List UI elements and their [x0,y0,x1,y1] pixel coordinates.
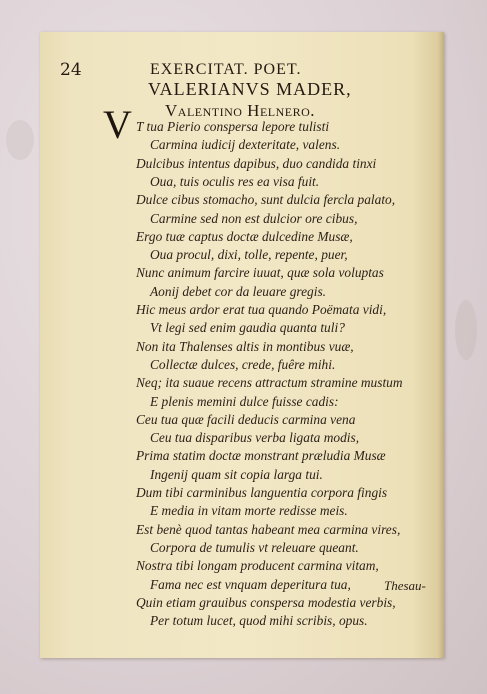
poem-line: Vt legi sed enim gaudia quanta tuli? [150,320,345,336]
poem-line: Corpora de tumulis vt releuare queant. [150,539,359,555]
poem-line: Prima statim doctæ monstrant præludia Musæ [136,448,386,464]
poem-recipient: Valentino Helnero. [165,101,316,120]
poem-line: Collectæ dulces, crede, fuêre mihi. [150,356,336,372]
poem-line: Non ita Thalenses altis in montibus vuæ, [136,338,354,354]
poem-line: E media in vitam morte redisse meis. [150,503,348,519]
poem-line: Ceu tua quæ facili deducis carmina vena [136,411,356,427]
poem-author: VALERIANVS MADER, [148,79,352,99]
poem-line: Fama nec est vnquam deperitura tua, [150,576,351,592]
poem-line: Oua, tuis oculis res ea visa fuit. [150,173,320,189]
poem-line: Per totum lucet, quod mihi scribis, opus. [150,613,368,629]
poem-line: Aonij debet cor da leuare gregis. [150,283,327,299]
poem-line: Ingenij quam sit copia larga tui. [150,466,323,482]
poem-line: Dum tibi carminibus languentia corpora fingis [136,485,388,500]
poem-line: Quin etiam grauibus conspersa modestia verbis, [136,594,396,610]
poem-line: Carmine sed non est dulcior ore cibus, [150,210,358,226]
poem-line: E plenis memini dulce fuisse cadis: [150,393,339,409]
poem-line: Dulcibus intentus dapibus, duo candida tinxi [136,155,377,171]
poem-line: Ceu tua disparibus verba ligata modis, [150,430,360,446]
poem-line: T tua Pierio conspersa lepore tulisti [136,119,330,134]
poem-line: Est benè quod tantas habeant mea carmina vires, [136,521,401,537]
poem-line: Carmina iudicij dexteritate, valens. [150,137,341,153]
poem-line: Dulce cibus stomacho, sunt dulcia fercla palato, [136,192,396,208]
poem-line: Nostra tibi longam producent carmina vitam, [136,558,379,574]
poem-line: Neq; ita suaue recens attractum stramine mustum [136,375,403,391]
poem-line: Oua procul, dixi, tolle, repente, puer, [150,247,348,263]
drop-capital: V [103,102,132,147]
poem-line: Ergo tuæ captus doctæ dulcedine Musæ, [136,228,353,244]
page-number: 24 [60,60,82,80]
poem-line: Hic meus ardor erat tua quando Poëmata vidi, [136,302,387,317]
running-head: EXERCITAT. POET. [150,61,302,78]
catchword: Thesau- [384,578,426,593]
poem-line: Nunc animum farcire iuuat, quæ sola voluptas [136,265,384,281]
